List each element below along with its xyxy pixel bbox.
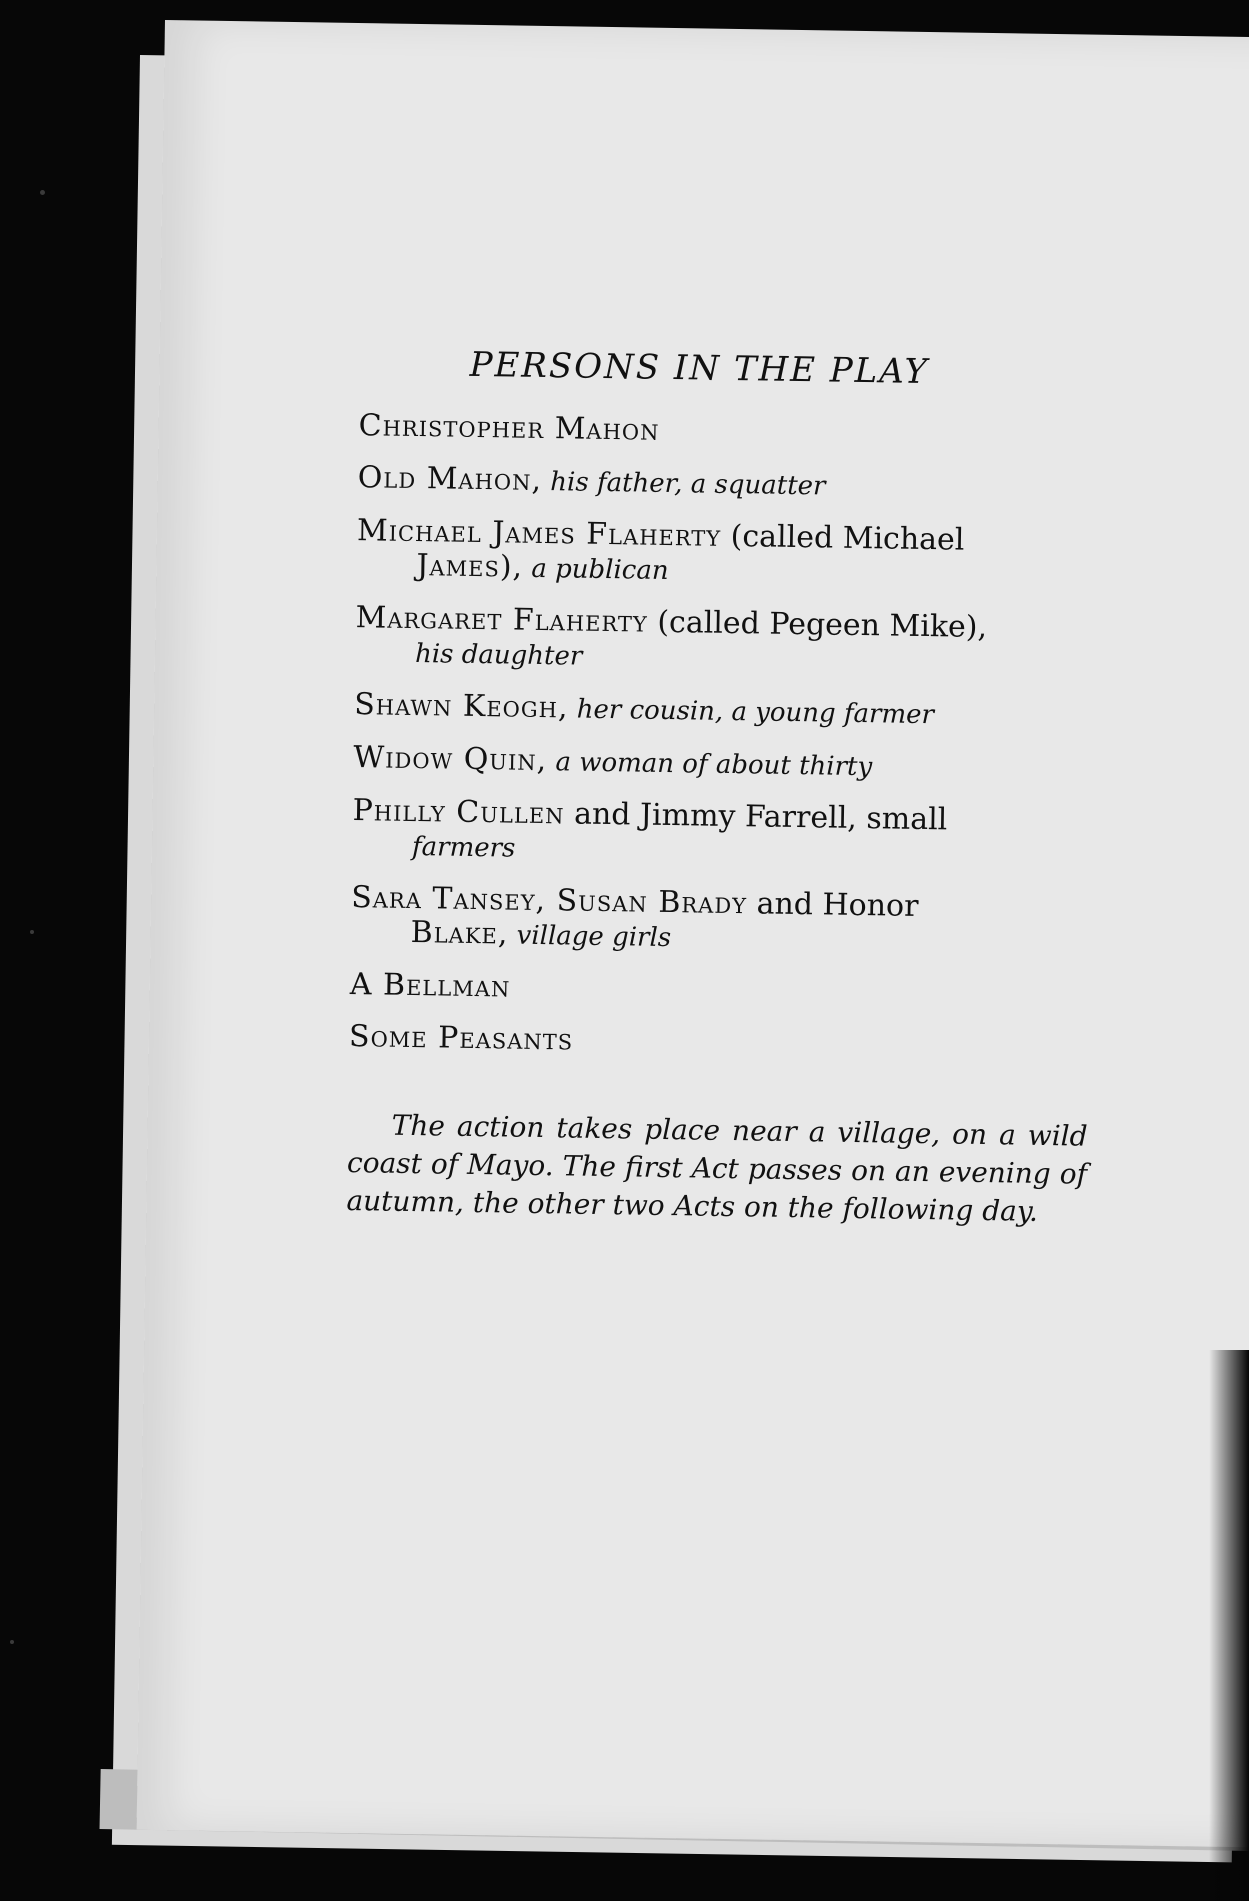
cast-entry-peasants (349, 1020, 1109, 1066)
page-title: PERSONS IN THE PLAY (469, 344, 930, 393)
cast-entry-christopher (358, 409, 1118, 455)
speck (40, 190, 45, 195)
book-page (137, 20, 1249, 1847)
cast-continuation (350, 915, 1110, 962)
cast-desc-cont: a publican (522, 553, 669, 586)
cast-name: A Bellman (349, 967, 511, 1005)
cast-name: Philly Cullen (352, 793, 565, 832)
cast-desc: (called Michael (720, 518, 965, 558)
cast-entry-philly (352, 794, 1113, 875)
cast-continuation (356, 548, 1116, 595)
cast-name: Margaret Flaherty (355, 600, 649, 640)
cast-desc: his father, a squatter (541, 466, 826, 502)
cast-entry-old-mahon (358, 461, 1118, 508)
setting-note (346, 1106, 1088, 1232)
cast-name: Shawn Keogh, (353, 687, 569, 726)
right-page-shadow (1209, 1350, 1249, 1901)
cast-entry-shawn (354, 688, 1114, 735)
cast-entry-bellman (350, 968, 1110, 1014)
cast-name: Some Peasants (348, 1019, 574, 1058)
cast-continuation (352, 828, 1112, 875)
cast-entry-margaret (355, 601, 1116, 682)
cast-name-cont: James), (416, 548, 524, 585)
cast-name: Sara Tansey, Susan Brady (350, 880, 748, 922)
cast-desc: a woman of about thirty (546, 747, 873, 783)
cast-name: Michael James Flaherty (356, 513, 722, 554)
cast-name: Christopher Mahon (358, 408, 660, 448)
cast-entry-sara (350, 881, 1111, 962)
cast-desc: and Honor (746, 886, 919, 924)
cast-name: Old Mahon, (357, 460, 543, 498)
setting-note-text: The action takes place near a village, on a wild coast of Mayo. The first Act passes on an evening of autumn, the other two Acts on the following day. (346, 1108, 1088, 1228)
cast-entry-widow (353, 741, 1113, 788)
cast-desc-cont: village girls (508, 920, 672, 954)
cast-name: Widow Quin, (353, 740, 548, 779)
speck (30, 930, 34, 934)
cast-list (346, 343, 1120, 1260)
cast-name-cont: Blake, (410, 914, 509, 952)
cast-desc: and Jimmy Farrell, small (564, 796, 948, 838)
cast-desc-cont: farmers (411, 831, 516, 864)
cast-desc: (called Pegeen Mike), (647, 604, 988, 645)
cast-continuation (355, 635, 1115, 682)
cast-desc-cont: his daughter (414, 639, 583, 672)
cast-desc: her cousin, a young farmer (568, 694, 935, 731)
cast-entry-michael (356, 514, 1117, 595)
speck (10, 1640, 14, 1644)
